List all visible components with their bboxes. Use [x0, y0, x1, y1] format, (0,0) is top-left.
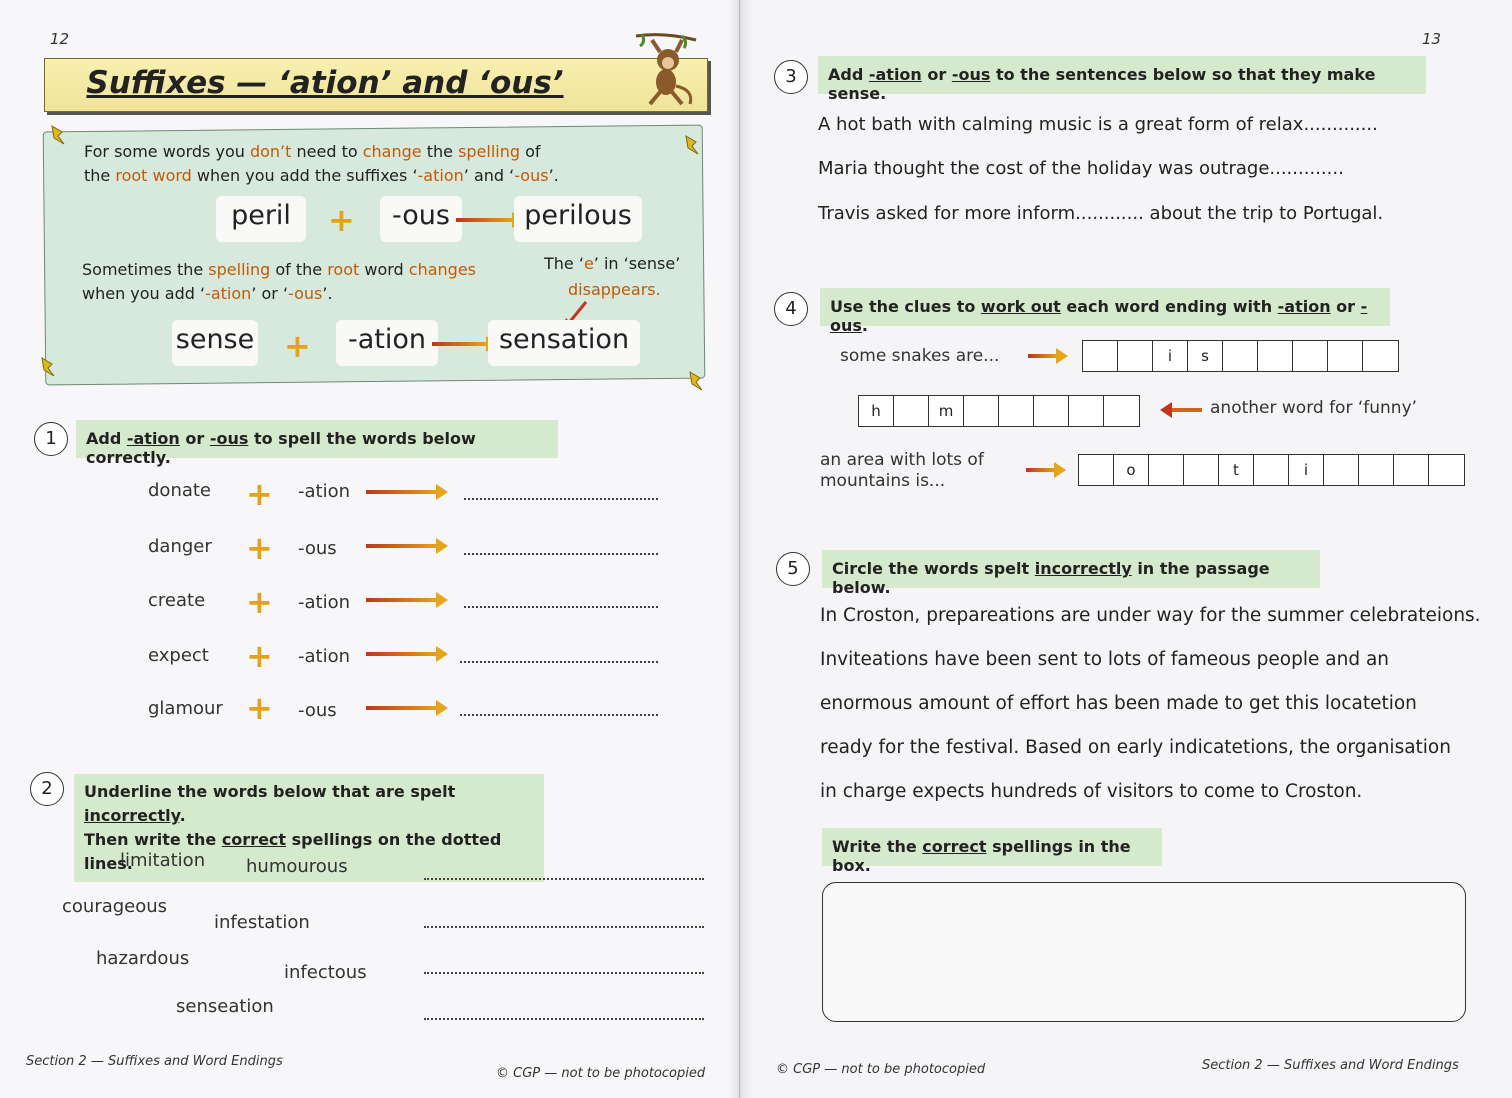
- plus-icon: +: [246, 583, 273, 621]
- page-title: Suffixes — ‘ation’ and ‘ous’: [86, 65, 564, 101]
- example-suffix: -ation: [336, 320, 438, 366]
- word-option[interactable]: limitation: [120, 850, 206, 871]
- letter-cell[interactable]: [1359, 455, 1394, 485]
- letter-cell[interactable]: [1328, 341, 1363, 371]
- example-result: perilous: [514, 196, 642, 242]
- arrow-icon: [432, 342, 488, 346]
- question-number: 3: [774, 60, 808, 94]
- answer-line[interactable]: [424, 1018, 704, 1020]
- letter-cell[interactable]: [964, 396, 999, 426]
- answer-line[interactable]: [464, 498, 658, 500]
- word-option[interactable]: infectous: [284, 962, 367, 983]
- q1-instruction: Add -ation or -ous to spell the words below correctly.: [76, 420, 558, 458]
- arrow-icon: [366, 598, 438, 602]
- q3-sentence: A hot bath with calming music is a great form of relax.............: [818, 114, 1378, 135]
- answer-box[interactable]: [822, 882, 1466, 1022]
- letter-cell[interactable]: [1104, 396, 1139, 426]
- footer-copyright: © CGP — not to be photocopied: [496, 1066, 706, 1081]
- letter-cell[interactable]: [1258, 341, 1293, 371]
- answer-line[interactable]: [424, 926, 704, 928]
- info-line-2: the root word when you add the suffixes ‘-ation’ and ‘-ous’.: [84, 166, 559, 185]
- arrow-icon: [366, 706, 438, 710]
- letter-cell[interactable]: [1034, 396, 1069, 426]
- answer-line[interactable]: [424, 878, 704, 880]
- letter-grid[interactable]: [1082, 340, 1399, 372]
- letter-cell[interactable]: [1079, 455, 1114, 485]
- box-instruction: Write the correct spellings in the box.: [822, 828, 1162, 866]
- question-number: 1: [34, 422, 68, 456]
- note-disappears: disappears.: [568, 280, 661, 299]
- letter-cell[interactable]: [1363, 341, 1398, 371]
- passage-line[interactable]: ready for the festival. Based on early indicatetions, the organisation: [820, 737, 1451, 758]
- letter-cell[interactable]: [1149, 455, 1184, 485]
- letter-cell[interactable]: [1083, 341, 1118, 371]
- letter-cell[interactable]: s: [1188, 341, 1223, 371]
- word-option[interactable]: senseation: [176, 996, 274, 1017]
- letter-cell[interactable]: m: [929, 396, 964, 426]
- arrow-icon: [366, 544, 438, 548]
- passage-line[interactable]: in charge expects hundreds of visitors to come to Croston.: [820, 781, 1363, 802]
- arrow-icon: [366, 652, 438, 656]
- q1-suffix: -ous: [298, 538, 337, 559]
- letter-cell[interactable]: o: [1114, 455, 1149, 485]
- letter-cell[interactable]: [1223, 341, 1258, 371]
- footer-section: Section 2 — Suffixes and Word Endings: [1202, 1058, 1459, 1073]
- answer-line[interactable]: [460, 714, 658, 716]
- arrow-icon: [1028, 354, 1058, 358]
- monkey-illustration: [626, 30, 702, 110]
- letter-grid[interactable]: [1078, 454, 1465, 486]
- letter-cell[interactable]: [1254, 455, 1289, 485]
- q1-suffix: -ation: [298, 592, 351, 613]
- plus-icon: +: [328, 201, 355, 239]
- arrow-icon: [366, 490, 438, 494]
- question-number: 5: [776, 552, 810, 586]
- answer-line[interactable]: [464, 553, 658, 555]
- title-banner: [44, 58, 708, 112]
- example-root-word: peril: [216, 196, 306, 242]
- plus-icon: +: [246, 475, 273, 513]
- arrow-icon: [1026, 468, 1056, 472]
- pin-icon: [682, 134, 700, 156]
- question-number: 2: [30, 772, 64, 806]
- word-option[interactable]: infestation: [214, 912, 310, 933]
- letter-cell[interactable]: [999, 396, 1034, 426]
- footer-section: Section 2 — Suffixes and Word Endings: [26, 1054, 283, 1069]
- q5-instruction: Circle the words spelt incorrectly in the passage below.: [822, 550, 1320, 588]
- example-result: sensation: [488, 320, 640, 366]
- q4-instruction: Use the clues to work out each word ending with -ation or -ous.: [820, 288, 1390, 326]
- pin-icon: [686, 370, 704, 392]
- q1-root-word: glamour: [148, 698, 223, 719]
- plus-icon: +: [284, 327, 311, 365]
- letter-grid[interactable]: [858, 395, 1140, 427]
- clue-3: an area with lots of mountains is...: [820, 450, 984, 491]
- q1-suffix: -ation: [298, 481, 351, 502]
- footer-copyright: © CGP — not to be photocopied: [776, 1062, 986, 1077]
- info-line-4: when you add ‘-ation’ or ‘-ous’.: [82, 284, 333, 303]
- answer-line[interactable]: [460, 661, 658, 663]
- q1-suffix: -ous: [298, 700, 337, 721]
- passage-line[interactable]: enormous amount of effort has been made to get this locatetion: [820, 693, 1417, 714]
- letter-cell[interactable]: [1069, 396, 1104, 426]
- letter-cell[interactable]: [1184, 455, 1219, 485]
- q1-suffix: -ation: [298, 646, 351, 667]
- plus-icon: +: [246, 637, 273, 675]
- plus-icon: +: [246, 689, 273, 727]
- pin-icon: [48, 124, 66, 146]
- passage-line[interactable]: Inviteations have been sent to lots of fameous people and an: [820, 649, 1390, 670]
- passage: [820, 594, 1500, 814]
- q3-instruction: Add -ation or -ous to the sentences below so that they make sense.: [818, 56, 1426, 94]
- q1-root-word: donate: [148, 480, 212, 501]
- letter-cell[interactable]: [1324, 455, 1359, 485]
- clue-2: another word for ‘funny’: [1210, 398, 1418, 418]
- arrow-icon: [456, 218, 514, 222]
- q1-root-word: danger: [148, 536, 212, 557]
- letter-cell[interactable]: [1293, 341, 1328, 371]
- letter-cell[interactable]: i: [1153, 341, 1188, 371]
- word-option[interactable]: courageous: [62, 896, 168, 917]
- page-number: 13: [1422, 30, 1442, 48]
- q2-instruction: Underline the words below that are spelt incorrectly. Then write the correct spellings on the dotted lines.: [74, 774, 544, 882]
- word-option[interactable]: humourous: [246, 856, 348, 877]
- letter-cell[interactable]: [894, 396, 929, 426]
- arrow-icon: [1160, 402, 1204, 418]
- letter-cell[interactable]: t: [1219, 455, 1254, 485]
- info-line-1: For some words you don’t need to change the spelling of: [84, 142, 541, 161]
- letter-cell[interactable]: [1394, 455, 1429, 485]
- page-number: 12: [50, 30, 70, 48]
- answer-line[interactable]: [424, 972, 704, 974]
- q1-root-word: expect: [148, 645, 209, 666]
- plus-icon: +: [246, 529, 273, 567]
- word-option[interactable]: hazardous: [96, 948, 190, 969]
- q3-sentence: Travis asked for more inform............ about the trip to Portugal.: [818, 203, 1384, 224]
- pin-icon: [38, 356, 56, 378]
- clue-1: some snakes are...: [840, 346, 1000, 366]
- info-line-3: Sometimes the spelling of the root word changes: [82, 260, 476, 279]
- letter-cell[interactable]: [1118, 341, 1153, 371]
- q1-root-word: create: [148, 590, 206, 611]
- q3-sentence: Maria thought the cost of the holiday was outrage.............: [818, 158, 1344, 179]
- left-page: [0, 0, 740, 1098]
- example-suffix: -ous: [380, 196, 462, 242]
- question-number: 4: [774, 292, 808, 326]
- letter-cell[interactable]: i: [1289, 455, 1324, 485]
- note-text: The ‘e’ in ‘sense’: [544, 254, 681, 273]
- letter-cell[interactable]: [1429, 455, 1464, 485]
- passage-line[interactable]: In Croston, prepareations are under way for the summer celebrateions.: [820, 605, 1481, 626]
- example-root-word: sense: [172, 320, 258, 366]
- answer-line[interactable]: [464, 606, 658, 608]
- letter-cell[interactable]: h: [859, 396, 894, 426]
